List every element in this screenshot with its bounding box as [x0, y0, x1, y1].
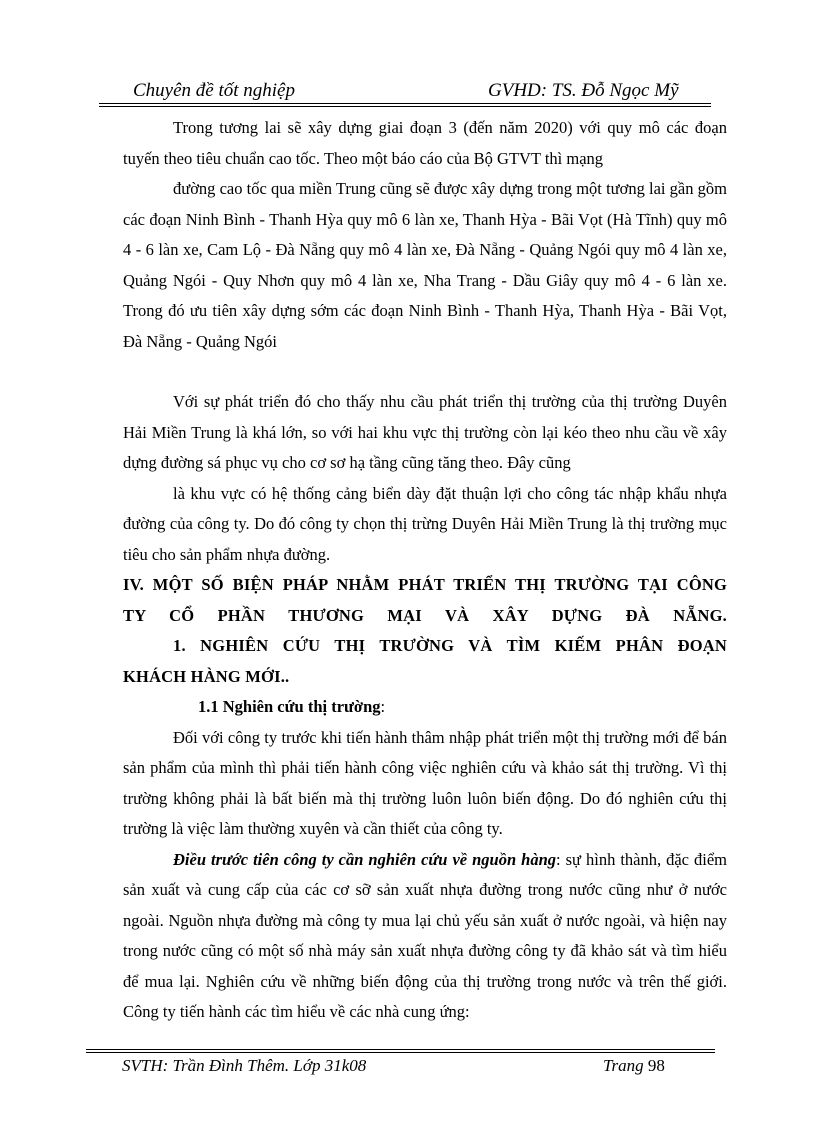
subheading-line: 1. NGHIÊN CỨU THỊ TRƯỜNG VÀ TÌM KIẾM PHÂN ĐOẠN: [173, 636, 727, 655]
header-rule-top: [99, 103, 711, 104]
paragraph-lead: Điều trước tiên công ty cần nghiên cứu về nguồn hàng: [173, 849, 557, 869]
header-right: GVHD: TS. Đỗ Ngọc Mỹ: [488, 80, 679, 101]
page-number: 98: [647, 1056, 665, 1075]
paragraph: đường cao tốc qua miền Trung cũng sẽ được xây dựng trong một tương lai gần gồm các đoạn Ninh Bình - Thanh Hỳa quy mô 6 làn xe, Thanh Hỳa - Bãi Vọt (Hà Tĩnh) quy mô 4 - 6 làn xe, Cam Lộ - Đà Nẵng quy mô 4 làn xe, Đà Nẵng - Quảng Ngói quy mô 4 làn xe, Quảng Ngói - Quy Nhơn quy mô 4 làn xe, Nha Trang - Dầu Giây quy mô 4 - 6 làn xe. Trong đó ưu tiên xây dựng sớm các đoạn Ninh Bình - Thanh Hỳa, Thanh Hỳa - Bãi Vọt, Đà Nẵng - Quảng Ngói: [123, 179, 727, 351]
footer-left: SVTH: Trần Đình Thêm. Lớp 31k08: [122, 1056, 367, 1075]
paragraph-gap: [123, 357, 727, 387]
paragraph-rest: : sự hình thành, đặc điểm sản xuất và cung cấp của các cơ sỡ sản xuất nhựa đường trong nước cũng như ở nước ngoài. Nguồn nhựa đường mà công ty mua lại chủ yếu sản xuất ở nước ngoài, và hiện nay trong nước cũng có một số nhà máy sản xuất nhựa đường công ty đã khảo sát và tìm hiểu để mua lại. Nghiên cứu về những biến động của thị trường trong nước và trên thế giới. Công ty tiến hành các tìm hiểu về các nhà cung ứng:: [123, 849, 727, 1021]
header-rule-bottom: [99, 106, 711, 107]
header-left: Chuyên đề tốt nghiệp: [133, 80, 295, 101]
subsection-heading-suffix: :: [380, 697, 386, 716]
footer-rule-top: [86, 1049, 715, 1050]
paragraph: Với sự phát triển đó cho thấy nhu cầu phát triển thị trường của thị trường Duyên Hải Miền Trung là khá lớn, so với hai khu vực thị trường còn lại kéo theo nhu cầu về xây dựng đường sá phục vụ cho cơ sơ hạ tầng cũng tăng theo. Đây cũng: [123, 392, 727, 472]
paragraph: [123, 845, 727, 1028]
heading-line: TY CỔ PHẦN THƯƠNG MẠI VÀ XÂY DỰNG ĐÀ NẴNG.: [123, 605, 727, 625]
paragraph: là khu vực có hệ thống cảng biển dày đặt thuận lợi cho công tác nhập khẩu nhựa đường của công ty. Do đó công ty chọn thị trừng Duyên Hải Miền Trung là thị trường mục tiêu cho sản phẩm nhựa đường.: [123, 483, 727, 564]
subheading-line: KHÁCH HÀNG MỚI..: [123, 666, 290, 686]
footer-rule-bottom: [86, 1052, 715, 1053]
paragraph: Đối với công ty trước khi tiến hành thâm nhập phát triển một thị trường mới để bán sản phẩm của mình thì phải tiến hành công việc nghiên cứu và khảo sát thị trường. Vì thị trường không phải là bất biến mà thị trường luôn luôn biến động. Do đó nghiên cứu thị trường là việc làm thường xuyên và cần thiết của công ty.: [123, 727, 727, 838]
subsection-heading: [123, 692, 727, 723]
subsection-heading-label: 1.1 Nghiên cứu thị trường: [198, 697, 381, 716]
paragraph: Trong tương lai sẽ xây dựng giai đoạn 3 (đến năm 2020) với quy mô các đoạn tuyến theo tiêu chuẩn cao tốc. Theo một báo cáo của Bộ GTVT thì mạng: [123, 118, 727, 168]
section-heading-iv: [123, 570, 727, 692]
page-body: [123, 113, 727, 1028]
footer-page-label: Trang: [603, 1056, 644, 1075]
heading-line: IV. MỘT SỐ BIỆN PHÁP NHẰM PHÁT TRIỂN THỊ TRƯỜNG TẠI CÔNG: [123, 575, 727, 594]
footer-right: [603, 1056, 665, 1076]
